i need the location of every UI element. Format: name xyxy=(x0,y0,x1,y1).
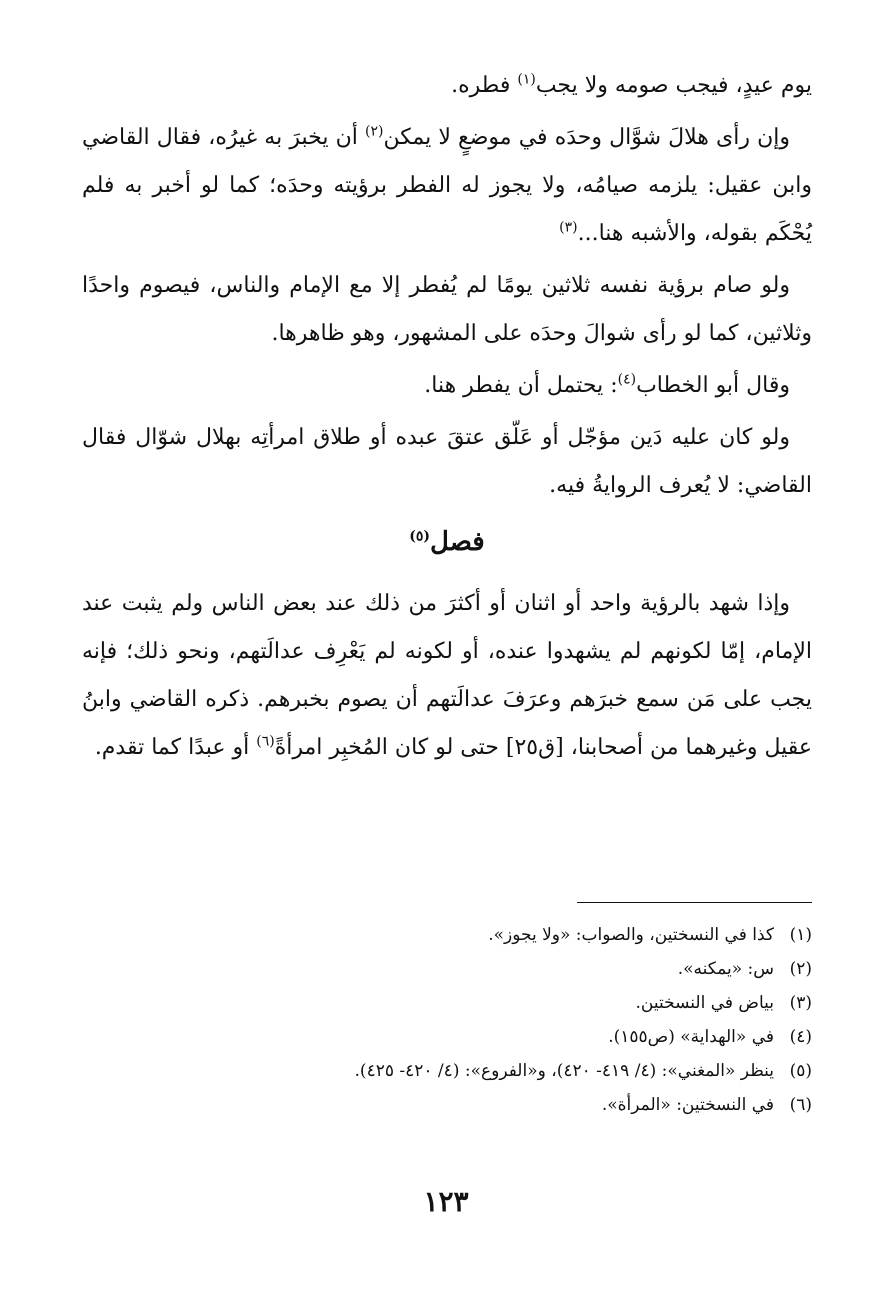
paragraph-3: ولو صام برؤية نفسه ثلاثين يومًا لم يُفطر إلا مع الإمام والناس، فيصوم واحدًا وثلاثين، كما لو رأى شوالَ وحدَه على المشهور، وهو ظاهرها. xyxy=(82,273,812,346)
main-text xyxy=(82,62,812,776)
section-heading xyxy=(82,518,812,566)
footnote-ref-3: (٣) xyxy=(559,219,578,236)
footnote-item xyxy=(82,986,812,1020)
footnote-number: (١) xyxy=(789,925,812,945)
section-paragraph-text: وإذا شهد بالرؤية واحد أو اثنان أو أكثرَ من ذلك عند بعض الناس ولم يثبت عند الإمام، إمّا لكونهم لم يشهدوا عنده، أو لكونه لم يَعْرِف عدالَتهم، ونحو ذلك؛ فإنه يجب على مَن سمع خبرَهم وعرَفَ عدالَتهم أن يصوم بخبرهم. ذكره القاضي وابنُ عقيل وغيرهما من أصحابنا، [ق٢٥] حتى لو كان المُخبِر امرأةً xyxy=(82,591,812,760)
section-heading-text: فصل xyxy=(430,527,485,557)
footnote-ref-1: (١) xyxy=(517,71,536,88)
footnote-divider xyxy=(577,902,812,903)
footnote-item xyxy=(82,952,812,986)
footnotes-list xyxy=(82,918,812,1122)
footnote-ref-4: (٤) xyxy=(617,371,637,388)
footnote-text: كذا في النسختين، والصواب: «ولا يجوز». xyxy=(488,925,774,945)
footnote-text: ينظر «المغني»: (٤/ ٤١٩- ٤٢٠)، و«الفروع»: (٤/ ٤٢٠- ٤٢٥). xyxy=(354,1061,774,1081)
paragraph-1-text: يوم عيدٍ، فيجب صومه ولا يجب xyxy=(535,73,812,98)
paragraph-4 xyxy=(82,362,812,410)
paragraph-4-tail: : يحتمل أن يفطر هنا. xyxy=(424,373,618,398)
footnote-item xyxy=(82,1088,812,1122)
paragraph-1-tail: فطره. xyxy=(451,73,518,98)
footnote-number: (٤) xyxy=(789,1027,812,1047)
footnote-item xyxy=(82,918,812,952)
footnote-text: في «الهداية» (ص١٥٥). xyxy=(608,1027,774,1047)
footnote-text: س: «يمكنه». xyxy=(677,959,774,979)
footnote-number: (٣) xyxy=(789,993,812,1013)
paragraph-1 xyxy=(82,62,812,110)
page-number: ١٢٣ xyxy=(423,1185,469,1218)
section-paragraph xyxy=(82,580,812,772)
footnote-text: بياض في النسختين. xyxy=(635,993,774,1013)
footnote-ref-5: (٥) xyxy=(409,528,431,545)
footnote-number: (٥) xyxy=(789,1061,812,1081)
paragraph-4-text: وقال أبو الخطاب xyxy=(636,373,790,398)
paragraph-2-text: وإن رأى هلالَ شوَّال وحدَه في موضعٍ لا يمكن xyxy=(383,125,790,150)
footnote-ref-6: (٦) xyxy=(256,733,275,750)
footnote-ref-2: (٢) xyxy=(365,123,384,140)
section-paragraph-tail: أو عبدًا كما تقدم. xyxy=(94,735,257,760)
footnote-number: (٦) xyxy=(789,1095,812,1115)
paragraph-2 xyxy=(82,114,812,258)
paragraph-5: ولو كان عليه دَين مؤجّل أو عَلّق عتقَ عبده أو طلاق امرأتِه بهلال شوّال فقال القاضي: لا يُعرف الروايةُ فيه. xyxy=(82,425,812,498)
footnote-text: في النسختين: «المرأة». xyxy=(601,1095,774,1115)
footnote-item xyxy=(82,1020,812,1054)
paragraph-2-tail: أن يخبرَ به غيرُه، فقال القاضي وابن عقيل: يلزمه صيامُه، ولا يجوز له الفطر برؤيته وحدَه؛ كما لو أخبر به فلم يُحْكَم بقوله، والأشبه هنا... xyxy=(82,125,812,246)
footnote-number: (٢) xyxy=(789,959,812,979)
footnote-item xyxy=(82,1054,812,1088)
